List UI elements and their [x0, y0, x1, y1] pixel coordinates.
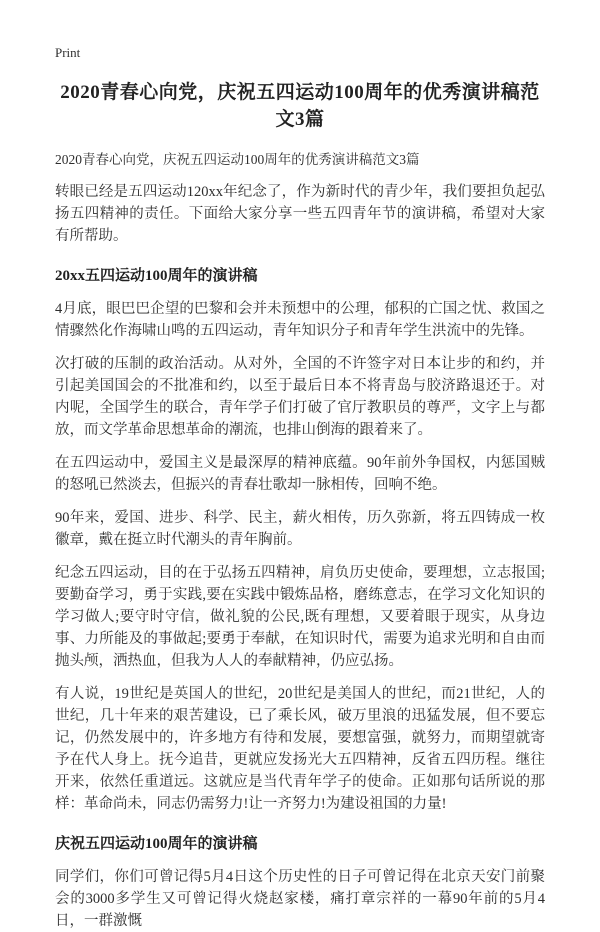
section-heading-2: 庆祝五四运动100周年的演讲稿 — [55, 836, 258, 852]
intro-paragraph: 转眼已经是五四运动120xx年纪念了，作为新时代的青少年，我们要担负起弘扬五四精神的责任。下面给大家分享一些五四青年节的演讲稿，希望对大家有所帮助。 — [55, 184, 545, 244]
section-heading-1: 20xx五四运动100周年的演讲稿 — [55, 268, 258, 284]
article-body — [55, 181, 545, 932]
document-subtitle: 2020青春心向党，庆祝五四运动100周年的优秀演讲稿范文3篇 — [55, 152, 420, 167]
page-title: 2020青春心向党，庆祝五四运动100周年的优秀演讲稿范文3篇 — [60, 82, 540, 130]
paragraph: 4月底，眼巴巴企望的巴黎和会并未预想中的公理，郁积的亡国之忧、救国之情骤然化作海啸山鸣的五四运动，青年知识分子和青年学生洪流中的先锋。 — [55, 301, 545, 339]
paragraph: 90年来，爱国、进步、科学、民主，薪火相传，历久弥新，将五四铸成一枚徽章，戴在挺立时代潮头的青年胸前。 — [55, 510, 545, 548]
paragraph: 有人说，19世纪是英国人的世纪，20世纪是美国人的世纪，而21世纪，人的世纪，几十年来的艰苦建设，已了乘长风，破万里浪的迅猛发展，但不要忘记，仍然发展中的，许多地方有待和发展，要想富强，就努力，而期望就寄予在代人身上。抚今追昔，更就应发扬光大五四精神，反省五四历程。继往开来，依然任重道远。这就应是当代青年学子的使命。正如那句话所说的那样：革命尚未，同志仍需努力!让一齐努力!为建设祖国的力量! — [55, 686, 545, 812]
paragraph: 纪念五四运动，目的在于弘扬五四精神，肩负历史使命，要理想，立志报国;要勤奋学习，勇于实践,要在实践中锻炼品格，磨练意志，在学习文化知识的学习做人;要守时守信，做礼貌的公民,既有理想，又要着眼于现实，从身边事、力所能及的事做起;要勇于奉献，在知识时代，需要为追求光明和自由而抛头颅，洒热血，但我为人人的奉献精神，仍应弘扬。 — [55, 565, 545, 669]
paragraph: 同学们，你们可曾记得5月4日这个历史性的日子可曾记得在北京天安门前聚会的3000多学生又可曾记得火烧赵家楼，痛打章宗祥的一幕90年前的5月4日，一群激慨 — [55, 869, 545, 929]
paragraph: 次打破的压制的政治活动。从对外，全国的不许签字对日本让步的和约，并引起美国国会的不批准和约，以至于最后日本不将青岛与胶济路退还于。对内呢，全国学生的联合，青年学子们打破了官厅教职员的尊严，文字上与都放，而文学革命思想革命的潮流，也排山倒海的跟着来了。 — [55, 356, 545, 438]
paragraph: 在五四运动中，爱国主义是最深厚的精神底蕴。90年前外争国权，内惩国贼的怒吼已然淡去，但振兴的青春壮歌却一脉相传，回响不绝。 — [55, 455, 545, 493]
print-link[interactable]: Print — [55, 45, 81, 60]
